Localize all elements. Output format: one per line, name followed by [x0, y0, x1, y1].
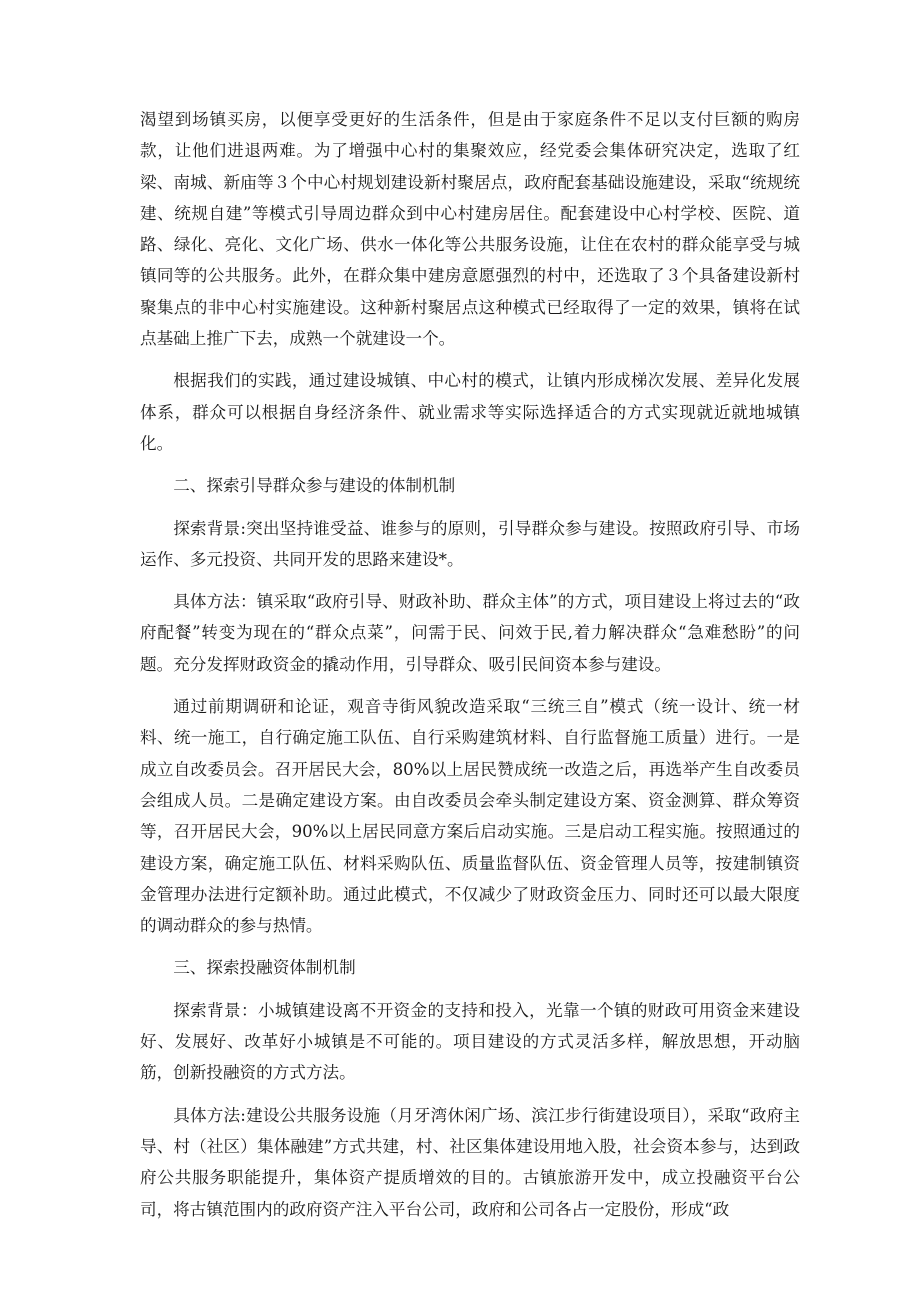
paragraph-method-3: 具体方法:建设公共服务设施（月牙湾休闲广场、滨江步行街建设项目），采取“政府主导、村（社区）集体融建”方式共建，村、社区集体建设用地入股，社会资本参与，达到政府公共服务职能提升，集体资产提质增效的目的。古镇旅游开发中，成立投融资平台公司，将古镇范围内的政府资产注入平台公司，政府和公司各占一定股份，形成“政 — [140, 1105, 800, 1219]
document-body — [140, 104, 800, 1236]
paragraph-three-unified: 通过前期调研和论证，观音寺街风貌改造采取“三统三自”模式（统一设计、统一材料、统一施工，自行确定施工队伍、自行采购建筑材料、自行监督施工质量）进行。一是成立自改委员会。召开居民大会，80%以上居民赞成统一改造之后，再选举产生自改委员会组成人员。二是确定建设方案。由自改委员会牵头制定建设方案、资金测算、群众筹资等，召开居民大会，90%以上居民同意方案后启动实施。三是启动工程实施。按照通过的建设方案，确定施工队伍、材料采购队伍、质量监督队伍、资金管理人员等，按建制镇资金管理办法进行定额补助。通过此模式，不仅减少了财政资金压力、同时还可以最大限度的调动群众的参与热情。 — [140, 697, 800, 936]
paragraph-practice-summary: 根据我们的实践，通过建设城镇、中心村的模式，让镇内形成梯次发展、差异化发展体系，群众可以根据自身经济条件、就业需求等实际选择适合的方式实现就近就地城镇化。 — [140, 371, 800, 453]
paragraph-background-3: 探索背景：小城镇建设离不开资金的支持和投入，光靠一个镇的财政可用资金来建设好、发展好、改革好小城镇是不可能的。项目建设的方式灵活多样，解放思想，开动脑筋，创新投融资的方式方法。 — [140, 1000, 800, 1083]
section-heading-2: 二、探索引导群众参与建设的体制机制 — [173, 476, 456, 496]
paragraph-continued: 渴望到场镇买房，以便享受更好的生活条件，但是由于家庭条件不足以支付巨额的购房款，让他们进退两难。为了增强中心村的集聚效应，经党委会集体研究决定，选取了红梁、南城、新庙等３个中心村规划建设新村聚居点，政府配套基础设施建设，采取“统规统建、统规自建”等模式引导周边群众到中心村建房居住。配套建设中心村学校、医院、道路、绿化、亮化、文化广场、供水一体化等公共服务设施，让住在农村的群众能享受与城镇同等的公共服务。此外，在群众集中建房意愿强烈的村中，还选取了３个具备建设新村聚集点的非中心村实施建设。这种新村聚居点这种模式已经取得了一定的效果，镇将在试点基础上推广下去，成熟一个就建设一个。 — [140, 110, 800, 349]
paragraph-background-2: 探索背景:突出坚持谁受益、谁参与的原则，引导群众参与建设。按照政府引导、市场运作、多元投资、共同开发的思路来建设*。 — [140, 518, 800, 569]
paragraph-method-2: 具体方法：镇采取“政府引导、财政补助、群众主体”的方式，项目建设上将过去的“政府配餐”转变为现在的“群众点菜”，问需于民、问效于民,着力解决群众“急难愁盼”的问题。充分发挥财政资金的撬动作用，引导群众、吸引民间资本参与建设。 — [140, 592, 800, 674]
section-heading-3: 三、探索投融资体制机制 — [173, 958, 356, 978]
